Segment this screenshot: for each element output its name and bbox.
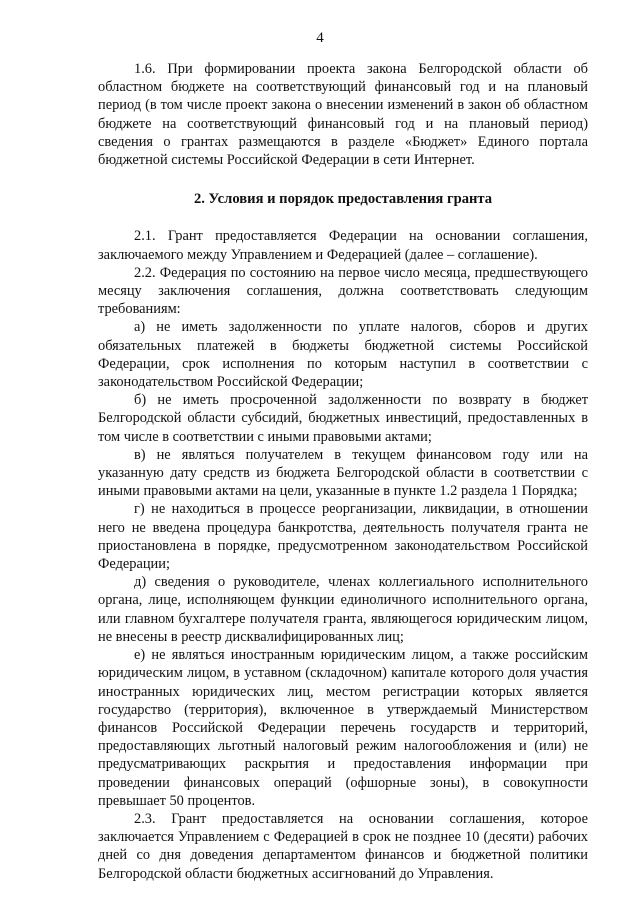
section-title: 2. Условия и порядок предоставления гранта xyxy=(193,191,493,208)
paragraph-2-3: 2.3. Грант предоставляется на основании соглашения, которое заключается Управлением с Федерацией в срок не позднее 10 (десяти) рабочих дней со дня доведения департаментом финансов и бюджетной политики Белгородской области бюджетных ассигнований до Управления. xyxy=(98,810,588,882)
requirement-g: г) не находиться в процессе реорганизации, ликвидации, в отношении него не введена процедура банкротства, деятельность получателя гранта не приостановлена в порядке, предусмотренном законодательством Российской Федерации; xyxy=(98,501,588,573)
paragraph-1-6: 1.6. При формировании проекта закона Белгородской области об областном бюджете на соответствующий финансовый год и на плановый период (в том числе проект закона о внесении изменений в закон об областном бюджете на соответствующий финансовый год и на плановый период) сведения о грантах размещаются в разделе «Бюджет» Единого портала бюджетной системы Российской Федерации в сети Интернет. xyxy=(98,61,588,169)
paragraph-2-2: 2.2. Федерация по состоянию на первое число месяца, предшествующего месяцу заключения соглашения, должна соответствовать следующим требованиям: xyxy=(98,264,588,318)
requirement-e: е) не являться иностранным юридическим лицом, а также российским юридическим лицом, в уставном (складочном) капитале которого доля участия иностранных юридических лиц, местом регистрации которых является государство (территория), включенное в утверждаемый Министерством финансов Российской Федерации перечень государств и территорий, предоставляющих льготный налоговый режим налогообложения и (или) не предусматривающих раскрытия и предоставления информации при проведении финансовых операций (офшорные зоны), в совокупности превышает 50 процентов. xyxy=(98,647,588,809)
requirement-a: а) не иметь задолженности по уплате налогов, сборов и других обязательных платежей в бюджеты бюджетной системы Российской Федерации, срок исполнения по которым наступил в соответствии с законодательством Российской Федерации; xyxy=(98,319,588,391)
requirement-b: б) не иметь просроченной задолженности по возврату в бюджет Белгородской области субсидий, бюджетных инвестиций, предоставленных в том числе в соответствии с иными правовыми актами; xyxy=(98,392,588,445)
document-body xyxy=(98,60,588,883)
page-number: 4 xyxy=(316,30,324,46)
paragraph-2-1: 2.1. Грант предоставляется Федерации на основании соглашения, заключаемого между Управлением и Федерацией (далее – соглашение). xyxy=(98,228,588,263)
requirement-v: в) не являться получателем в текущем финансовом году или на указанную дату средств из бюджета Белгородской области в соответствии с иными правовыми актами на цели, указанные в пункте 1.2 раздела 1 Порядка; xyxy=(98,446,588,500)
requirement-d: д) сведения о руководителе, членах коллегиального исполнительного органа, лице, исполняющем функции единоличного исполнительного органа, или главном бухгалтере получателя гранта, являющегося юридическим лицом, не внесены в реестр дисквалифицированных лиц; xyxy=(98,574,588,645)
